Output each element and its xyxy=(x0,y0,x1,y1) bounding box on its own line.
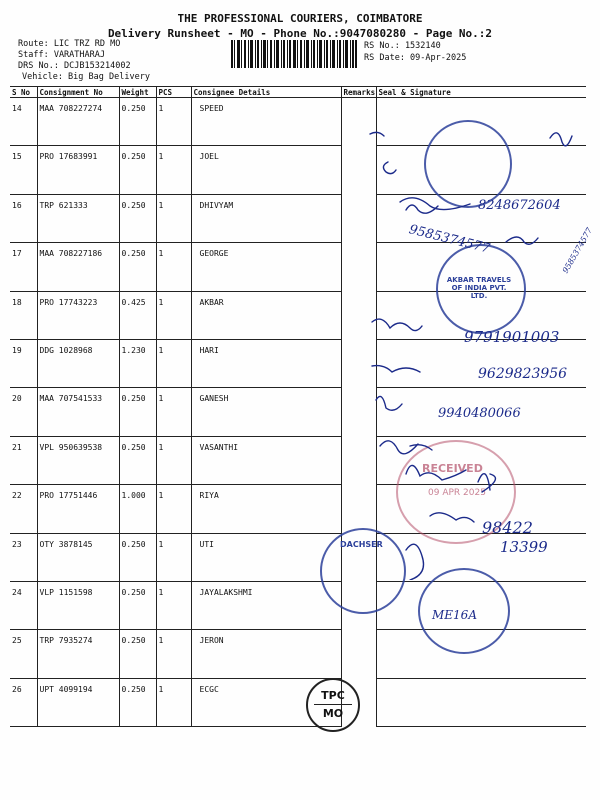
dachser-stamp-text: DACHSER xyxy=(340,540,383,549)
row-consignee: GANESH xyxy=(191,388,341,436)
row-pcs: 1 xyxy=(156,533,191,581)
row-sno: 17 xyxy=(10,243,37,291)
row-weight: 0.250 xyxy=(119,243,156,291)
row-pcs: 1 xyxy=(156,630,191,678)
row-sno: 15 xyxy=(10,146,37,194)
col-pcs: PCS xyxy=(156,87,191,98)
row-weight: 0.250 xyxy=(119,678,156,726)
row-consignment: DDG 1028968 xyxy=(37,339,119,387)
vehicle-label: Vehicle: Big Bag Delivery xyxy=(22,72,150,82)
drs-label: DRS No.: DCJB153214002 xyxy=(18,61,131,71)
row-weight: 0.250 xyxy=(119,533,156,581)
row-consignee: RIYA xyxy=(191,485,341,533)
handwritten-note: ME16A xyxy=(432,608,477,622)
col-weight: Weight xyxy=(119,87,156,98)
tpc-stamp-bottom: MO xyxy=(322,707,344,720)
handwritten-phone: 98422 xyxy=(482,518,533,537)
route-label: Route: LIC TRZ RD MO xyxy=(18,39,121,49)
col-consignment: Consignment No xyxy=(37,87,119,98)
handwritten-phone: 9629823956 xyxy=(478,366,568,382)
rs-date: RS Date: 09-Apr-2025 xyxy=(364,53,467,63)
row-seal-signature xyxy=(376,678,586,726)
signature-scribbles xyxy=(360,110,600,580)
row-weight: 0.250 xyxy=(119,436,156,484)
handwritten-phone: 9940480066 xyxy=(438,406,521,421)
row-sno: 14 xyxy=(10,98,37,146)
company-title: THE PROFESSIONAL COURIERS, COIMBATORE xyxy=(177,12,423,25)
row-consignment: TRP 7935274 xyxy=(37,630,119,678)
row-weight: 0.250 xyxy=(119,98,156,146)
row-sno: 24 xyxy=(10,581,37,629)
akbar-travels-stamp-text: AKBAR TRAVELS OF INDIA PVT. LTD. xyxy=(446,276,512,300)
col-sno: S No xyxy=(10,87,37,98)
row-pcs: 1 xyxy=(156,194,191,242)
row-consignment: PRO 17751446 xyxy=(37,485,119,533)
received-stamp-label: RECEIVED xyxy=(422,462,483,475)
row-weight: 0.250 xyxy=(119,630,156,678)
row-consignment: MAA 707541533 xyxy=(37,388,119,436)
row-pcs: 1 xyxy=(156,436,191,484)
row-consignee: AKBAR xyxy=(191,291,341,339)
col-consignee: Consignee Details xyxy=(191,87,341,98)
row-consignment: MAA 708227186 xyxy=(37,243,119,291)
row-consignee: HARI xyxy=(191,339,341,387)
row-consignment: PRO 17683991 xyxy=(37,146,119,194)
row-consignment: UPT 4099194 xyxy=(37,678,119,726)
handwritten-phone: 13399 xyxy=(500,538,548,556)
row-weight: 0.250 xyxy=(119,194,156,242)
row-weight: 0.250 xyxy=(119,146,156,194)
row-pcs: 1 xyxy=(156,146,191,194)
handwritten-phone: 9585374577 xyxy=(407,222,492,257)
row-consignment: MAA 708227274 xyxy=(37,98,119,146)
row-consignee: UTI xyxy=(191,533,341,581)
table-header-row xyxy=(10,87,586,98)
row-pcs: 1 xyxy=(156,581,191,629)
row-sno: 16 xyxy=(10,194,37,242)
row-consignee: GEORGE xyxy=(191,243,341,291)
row-weight: 0.250 xyxy=(119,581,156,629)
col-seal-signature: Seal & Signature xyxy=(376,87,586,98)
row-sno: 20 xyxy=(10,388,37,436)
row-sno: 25 xyxy=(10,630,37,678)
row-pcs: 1 xyxy=(156,485,191,533)
row-consignee: JAYALAKSHMI xyxy=(191,581,341,629)
row-pcs: 1 xyxy=(156,98,191,146)
row-sno: 26 xyxy=(10,678,37,726)
handwritten-phone: 9791901003 xyxy=(464,328,560,346)
row-sno: 22 xyxy=(10,485,37,533)
row-weight: 0.250 xyxy=(119,388,156,436)
handwritten-phone: 8248672604 xyxy=(478,198,561,213)
barcode xyxy=(231,40,357,68)
tpc-mo-stamp xyxy=(306,678,360,732)
row-consignee: SPEED xyxy=(191,98,341,146)
handwritten-phone: 9585374577 xyxy=(560,226,595,275)
runsheet-subtitle: Delivery Runsheet - MO - Phone No.:9047080280 - Page No.:2 xyxy=(107,27,493,40)
row-consignment: VPL 950639538 xyxy=(37,436,119,484)
row-sno: 19 xyxy=(10,339,37,387)
row-consignment: PRO 17743223 xyxy=(37,291,119,339)
row-consignment: VLP 1151598 xyxy=(37,581,119,629)
row-pcs: 1 xyxy=(156,339,191,387)
row-remarks xyxy=(341,630,376,678)
col-remarks: Remarks xyxy=(341,87,376,98)
row-sno: 18 xyxy=(10,291,37,339)
row-consignee: JERON xyxy=(191,630,341,678)
row-pcs: 1 xyxy=(156,243,191,291)
row-consignee: DHIVYAM xyxy=(191,194,341,242)
row-pcs: 1 xyxy=(156,388,191,436)
row-weight: 0.425 xyxy=(119,291,156,339)
row-consignment: OTY 3878145 xyxy=(37,533,119,581)
row-pcs: 1 xyxy=(156,291,191,339)
row-consignment: TRP 621333 xyxy=(37,194,119,242)
table-row xyxy=(10,678,586,726)
row-consignee: VASANTHI xyxy=(191,436,341,484)
staff-label: Staff: VARATHARAJ xyxy=(18,50,105,60)
row-sno: 21 xyxy=(10,436,37,484)
received-stamp-date: 09 APR 2025 xyxy=(428,488,486,498)
row-sno: 23 xyxy=(10,533,37,581)
row-consignee: ECGC xyxy=(191,678,341,726)
tpc-stamp-top: TPC xyxy=(321,689,345,702)
row-consignee: JOEL xyxy=(191,146,341,194)
rs-number: RS No.: 1532140 xyxy=(364,41,441,51)
row-weight: 1.000 xyxy=(119,485,156,533)
row-weight: 1.230 xyxy=(119,339,156,387)
row-pcs: 1 xyxy=(156,678,191,726)
